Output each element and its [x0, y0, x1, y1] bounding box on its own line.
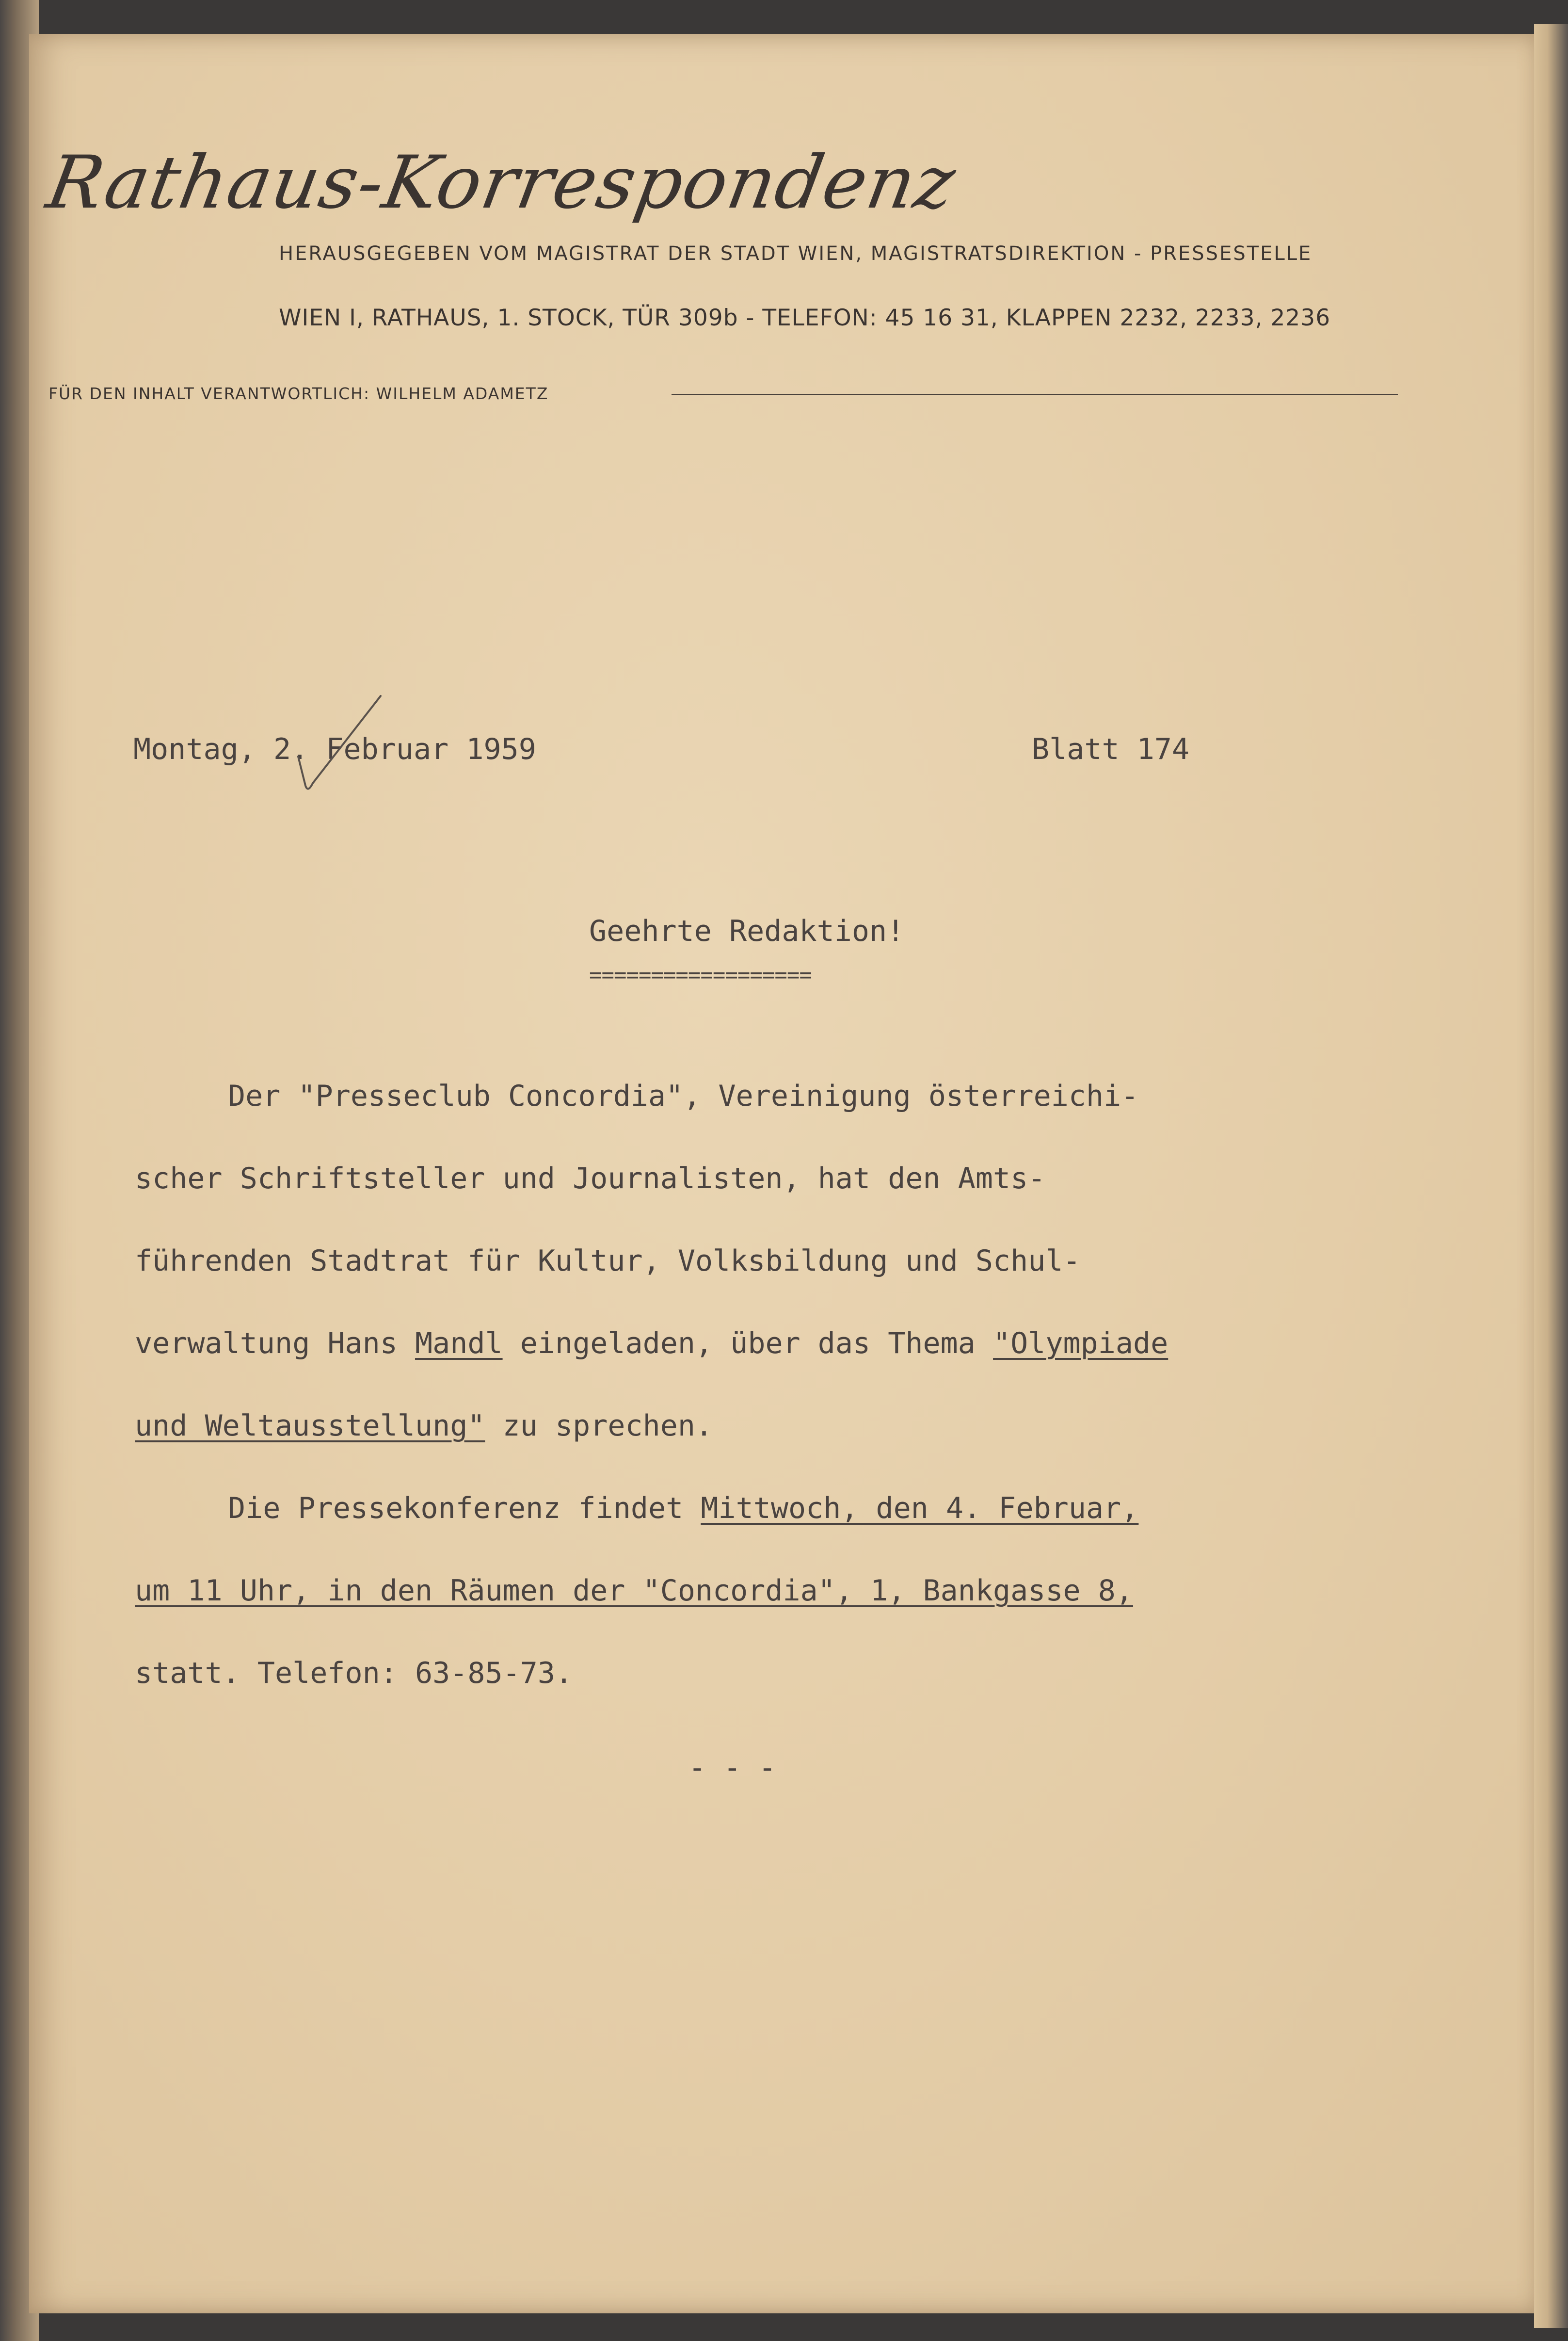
- body-line: [135, 1326, 1168, 1360]
- body-text: eingeladen, über das Thema: [502, 1326, 993, 1360]
- letterhead-responsible: FÜR DEN INHALT VERANTWORTLICH: WILHELM ADAMETZ: [48, 384, 549, 403]
- page-edge: [1534, 24, 1568, 2328]
- underlined-name: Mandl: [415, 1326, 503, 1360]
- document-date: Montag, 2. Februar 1959: [133, 732, 536, 766]
- letterhead-rule: [672, 394, 1398, 395]
- underlined-date: Mittwoch, den 4. Februar,: [701, 1491, 1139, 1525]
- body-line: [135, 1409, 713, 1443]
- body-line: [228, 1491, 1138, 1525]
- salutation: Geehrte Redaktion!: [589, 914, 905, 948]
- body-text: verwaltung Hans: [135, 1326, 415, 1360]
- body-line: Der "Presseclub Concordia", Vereinigung österreichi-: [228, 1079, 1139, 1113]
- checkmark-icon: [293, 694, 390, 805]
- end-mark: - - -: [688, 1751, 776, 1785]
- letterhead-logo: Rathaus-Korrespondenz: [41, 141, 962, 225]
- underlined-topic: und Weltausstellung": [135, 1409, 485, 1443]
- letterhead-address: WIEN I, RATHAUS, 1. STOCK, TÜR 309b - TELEFON: 45 16 31, KLAPPEN 2232, 2233, 2236: [279, 305, 1331, 331]
- body-text: Die Pressekonferenz findet: [228, 1491, 701, 1525]
- body-line: statt. Telefon: 63-85-73.: [135, 1656, 573, 1690]
- body-line: führenden Stadtrat für Kultur, Volksbildung und Schul-: [135, 1244, 1081, 1278]
- letterhead-publisher: HERAUSGEGEBEN VOM MAGISTRAT DER STADT WIEN, MAGISTRATSDIREKTION - PRESSESTELLE: [279, 242, 1312, 265]
- underlined-location: um 11 Uhr, in den Räumen der "Concordia", 1, Bankgasse 8,: [135, 1574, 1134, 1608]
- sheet-number: Blatt 174: [1032, 732, 1190, 766]
- body-text: zu sprechen.: [485, 1409, 713, 1443]
- salutation-underline: ==================: [589, 963, 812, 987]
- underlined-topic: "Olympiade: [993, 1326, 1168, 1360]
- body-line: scher Schriftsteller und Journalisten, hat den Amts-: [135, 1162, 1046, 1195]
